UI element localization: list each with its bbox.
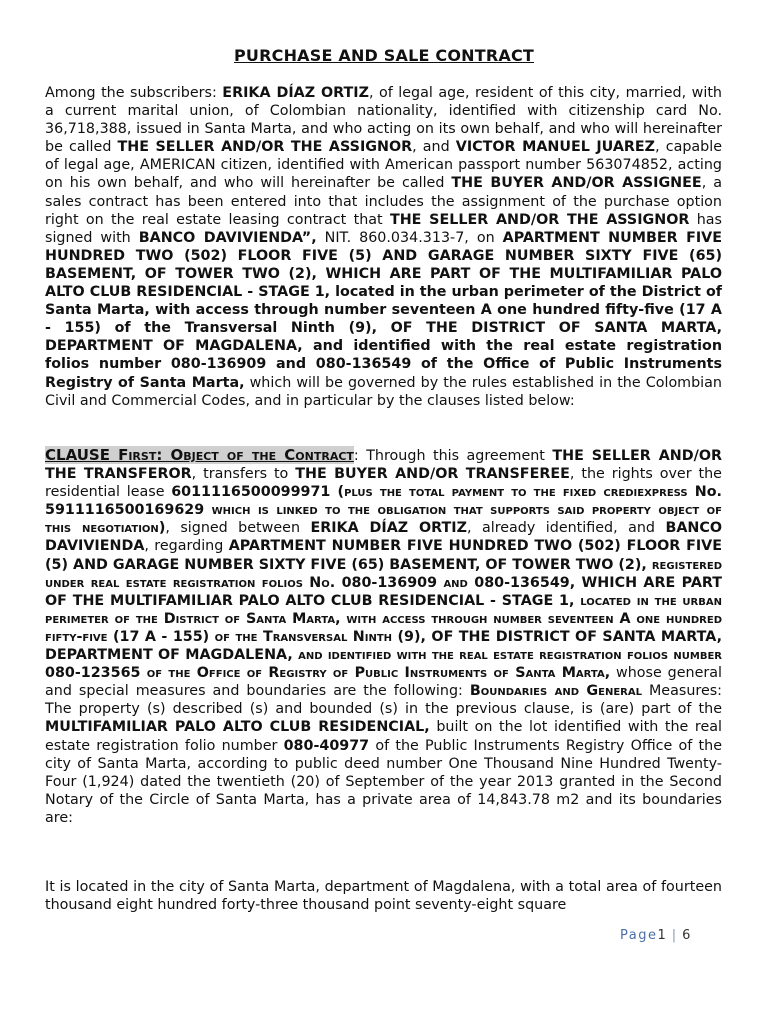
emphasis-text: (9), OF THE DISTRICT OF SANTA MARTA, DEPARTMENT OF MAGDALENA, <box>45 628 722 664</box>
body-text: : Through this agreement <box>353 448 553 464</box>
emphasis-text: of the Office of Registry of Public Instruments of Santa Marta, <box>146 665 611 682</box>
emphasis-text: APARTMENT NUMBER FIVE HUNDRED TWO (502) FLOOR FIVE (5) AND GARAGE NUMBER SIXTY FIVE (65) BASEMENT, OF TOWER TWO (2), WHICH ARE PART OF THE MULTIFAMILIAR PALO ALTO CLUB RESIDENCIAL - STAGE 1, located in the urban perimeter of the District of Santa Marta, with access through number seventeen A one hundred fifty-five (17 A - 155) of the Transversal Ninth (9), OF THE DISTRICT OF SANTA MARTA, DEPARTMENT OF MAGDALENA, and identified with the real estate registration folios number 080-136909 and 080-136549 of the Office of Public Instruments Registry of Santa Marta, <box>45 229 722 391</box>
page-label: Page <box>620 928 658 943</box>
emphasis-text: THE SELLER AND/OR THE ASSIGNOR <box>389 211 690 228</box>
emphasis-text: ) <box>158 520 166 537</box>
emphasis-text: 080-136909 <box>341 574 444 591</box>
body-text: which will be governed by the rules established in the Colombian Civil and Commercial Codes, and in particular by the clauses listed below: <box>45 374 722 409</box>
body-text: , signed between <box>165 520 311 537</box>
emphasis-text: of the Transversal Ninth <box>214 628 398 645</box>
body-text: , capable of legal age, AMERICAN citizen, identified with American passport number 563074852, acting on his own behalf, and who will hereinafter be called <box>45 139 723 192</box>
emphasis-text: BANCO DAVIVIENDA”, <box>138 229 317 246</box>
body-text: It is located in the city of Santa Marta, department of Magdalena, with a total area of fourteen thousand eight hundred forty-three thousand point seventy-eight square <box>45 879 722 914</box>
emphasis-text: located in the urban perimeter of the District of Santa Marta, with access through number seventeen A one hundred fifty-five <box>45 592 722 645</box>
body-text: Among the subscribers: <box>45 85 223 101</box>
emphasis-text: and identified with the real estate registration folios number <box>298 647 723 664</box>
page-total: 6 <box>682 928 691 943</box>
emphasis-text: No. 5911116500169629 <box>45 484 722 519</box>
intro-paragraph <box>45 84 722 410</box>
emphasis-text: MULTIFAMILIAR PALO ALTO CLUB RESIDENCIAL, <box>45 719 430 736</box>
emphasis-text: APARTMENT NUMBER FIVE HUNDRED TWO (502) FLOOR FIVE (5) AND GARAGE NUMBER SIXTY FIVE (65) BASEMENT, OF TOWER TWO (2), <box>45 538 722 573</box>
emphasis-text: which is linked to the obligation that supports said property object of this negotiation <box>45 502 722 537</box>
emphasis-text: THE BUYER AND/OR TRANSFEREE <box>295 466 570 483</box>
footer-separator: | <box>671 928 677 943</box>
emphasis-text: VICTOR MANUEL JUAREZ <box>455 139 656 156</box>
page-footer <box>620 928 690 943</box>
location-paragraph <box>45 878 722 914</box>
body-text: , regarding <box>144 538 229 555</box>
body-text: NIT. 860.034.313-7, on <box>316 229 503 246</box>
emphasis-text: 080-40977 <box>283 737 370 754</box>
emphasis-text: registered under real estate registration folios No. <box>45 556 722 591</box>
body-text: , of legal age, resident of this city, married, with a current marital union, of Colombian nationality, identified with citizenship card No. 36,718,388, issued in Santa Marta, and who acting on its own behalf, and who will hereinafter be called <box>45 85 722 156</box>
body-text: has signed with <box>45 211 722 246</box>
emphasis-text: BANCO DAVIVIENDA <box>45 520 723 555</box>
body-text: , transfers to <box>191 466 296 483</box>
emphasis-text: THE SELLER AND/OR THE ASSIGNOR <box>117 139 413 156</box>
emphasis-text: THE SELLER AND/OR THE TRANSFEROR <box>45 448 722 483</box>
emphasis-text: 080-123565 <box>45 665 147 682</box>
body-text: , and <box>412 139 456 156</box>
emphasis-text: and <box>443 574 475 591</box>
emphasis-text: Boundaries and General <box>469 683 642 700</box>
clause-first-paragraph <box>45 446 722 827</box>
emphasis-text: THE BUYER AND/OR ASSIGNEE <box>451 175 702 192</box>
body-text: , already identified, and <box>466 520 666 537</box>
body-text: Measures: The property (s) described (s) and bounded (s) in the previous clause, is (are) part of the <box>45 683 722 718</box>
emphasis-text: 080-136549, WHICH ARE PART OF THE MULTIFAMILIAR PALO ALTO CLUB RESIDENCIAL - STAGE 1, <box>45 574 723 609</box>
page-number: 1 <box>657 928 666 943</box>
body-text: , a sales contract has been entered into that includes the assignment of the purchase option right on the real estate leasing contract that <box>45 175 722 228</box>
emphasis-text: (17 A - 155) <box>112 628 215 645</box>
emphasis-text: plus the total payment to the fixed crediexpress <box>344 484 688 501</box>
body-text: , the rights over the residential lease <box>45 466 722 501</box>
body-text: built on the lot identified with the real estate registration folio number <box>45 719 722 754</box>
document-title: PURCHASE AND SALE CONTRACT <box>233 46 534 65</box>
emphasis-text: 6011116500099971 ( <box>171 484 345 501</box>
clause-heading: CLAUSE First: Object of the Contract <box>45 446 354 464</box>
body-text: whose general and special measures and boundaries are the following: <box>45 665 722 700</box>
emphasis-text: ERIKA DÍAZ ORTIZ <box>310 520 467 537</box>
emphasis-text: ERIKA DÍAZ ORTIZ <box>222 85 369 101</box>
body-text: of the Public Instruments Registry Office of the city of Santa Marta, according to public deed number One Thousand Nine Hundred Twenty-Four (1,924) dated the twentieth (20) of September of the year 2013 granted in the Second Notary of the Circle of Santa Marta, has a private area of 14,843.78 m2 and its boundaries are: <box>45 737 722 826</box>
